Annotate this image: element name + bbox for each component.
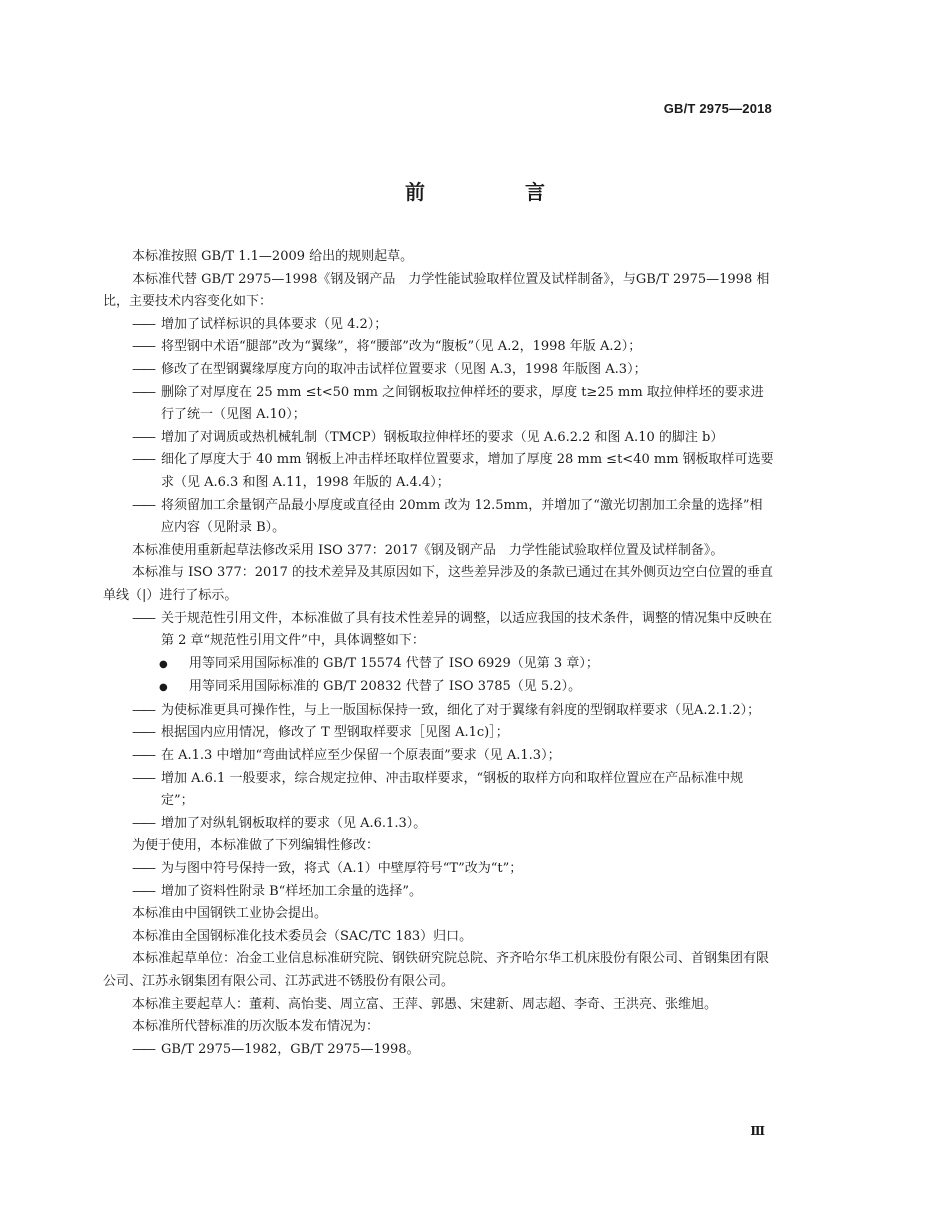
dash-mark: ——: [132, 610, 154, 626]
list-item: [103, 722, 775, 745]
dash-mark: ——: [132, 384, 154, 400]
dash-mark: ——: [132, 429, 154, 445]
bullet-item: [103, 676, 775, 700]
dash-mark: ——: [132, 748, 154, 764]
dash-mark: ——: [132, 361, 154, 377]
dash-mark: ——: [132, 815, 154, 831]
list-item-text: 将型钢中术语“腿部”改为“翼缘”，将“腰部”改为“腹板”（见 A.2，1998 年版 A.2）；: [161, 339, 642, 355]
paragraph: 本标准按照 GB/T 1.1—2009 给出的规则起草。: [132, 249, 414, 264]
list-item: [103, 359, 775, 382]
list-item: [103, 495, 775, 540]
bullet-text: 用等同采用国际标准的 GB/T 15574 代替了 ISO 6929（见第 3 章）；: [189, 655, 599, 671]
bullet-text: 用等同采用国际标准的 GB/T 20832 代替了 ISO 3785（见 5.2）。: [189, 679, 582, 695]
list-item: [103, 858, 775, 881]
list-item: [103, 608, 775, 653]
paragraph: 本标准由全国钢标准化技术委员会（SAC/TC 183）归口。: [132, 928, 473, 944]
list-item: [103, 768, 775, 813]
list-item-text: 将须留加工余量钢产品最小厚度或直径由 20mm 改为 12.5mm，并增加了“激光切割加工余量的选择”相应内容（见附录 B）。: [161, 497, 763, 536]
list-item-text: 增加了资料性附录 B“样坯加工余量的选择”。: [161, 883, 422, 899]
dash-mark: ——: [132, 316, 154, 332]
bullet-icon: ●: [159, 682, 168, 694]
paragraph: 本标准由中国钢铁工业协会提出。: [132, 906, 328, 922]
page-number: Ⅲ: [750, 1124, 765, 1138]
paragraph: 本标准起草单位：冶金工业信息标准研究院、钢铁研究院总院、齐齐哈尔华工机床股份有限公司、首钢集团有限公司、江苏永钢集团有限公司、江苏武进不锈股份有限公司。: [103, 951, 770, 989]
list-item-text: 在 A.1.3 中增加“弯曲试样应至少保留一个原表面”要求（见 A.1.3）；: [161, 748, 561, 764]
list-item-text: 根据国内应用情况，修改了 T 型钢取样要求［见图 A.1c)］；: [161, 725, 509, 741]
dash-mark: ——: [132, 497, 154, 513]
list-item: [103, 813, 775, 836]
list-item: [103, 382, 775, 427]
list-item: [103, 427, 775, 450]
dash-mark: ——: [132, 883, 154, 899]
list-item: [103, 336, 775, 359]
dash-mark: ——: [132, 770, 154, 786]
list-item: [103, 449, 775, 494]
bullet-item: [103, 653, 775, 677]
list-item: [103, 1039, 775, 1062]
list-item-text: 增加了对调质或热机械轧制（TMCP）钢板取拉伸样坯的要求（见 A.6.2.2 和图 A.10 的脚注 b）: [161, 429, 724, 445]
list-item: [103, 700, 775, 723]
list-item-text: 为使标准更具可操作性，与上一版国标保持一致，细化了对于翼缘有斜度的型钢取样要求（见A.2.1.2）；: [161, 702, 761, 718]
dash-mark: ——: [132, 702, 154, 718]
dash-mark: ——: [132, 725, 154, 741]
list-item-text: 为与图中符号保持一致，将式（A.1）中壁厚符号“T”改为“t”；: [161, 861, 523, 877]
paragraph: 本标准主要起草人：董莉、高怡斐、周立富、王萍、郭愚、宋建新、周志超、李奇、王洪亮、张维旭。: [132, 996, 718, 1012]
list-item: [103, 314, 775, 337]
list-item-text: 删除了对厚度在 25 mm ≤t<50 mm 之间钢板取拉伸样坯的要求，厚度 t≥25 mm 取拉伸样坯的要求进行了统一（见图 A.10）；: [161, 384, 764, 423]
page-title: 前 言: [405, 180, 585, 204]
dash-mark: ——: [132, 452, 154, 468]
bullet-icon: ●: [159, 658, 168, 670]
dash-mark: ——: [132, 1041, 154, 1057]
paragraph: 本标准代替 GB/T 2975—1998《钢及钢产品 力学性能试验取样位置及试样制备》，与GB/T 2975—1998 相比，主要技术内容变化如下：: [103, 271, 770, 310]
dash-mark: ——: [132, 861, 154, 877]
list-item-text: 修改了在型钢翼缘厚度方向的取冲击试样位置要求（见图 A.3，1998 年版图 A.3）；: [161, 361, 647, 377]
list-item-text: 增加了对纵轧钢板取样的要求（见 A.6.1.3）。: [161, 815, 427, 831]
list-item: [103, 881, 775, 904]
list-item-text: 增加了试样标识的具体要求（见 4.2）；: [161, 316, 388, 332]
list-item: [103, 745, 775, 768]
list-item-text: 增加 A.6.1 一般要求，综合规定拉伸、冲击取样要求，“钢板的取样方向和取样位置应在产品标准中规定”；: [161, 770, 744, 809]
list-item-text: 关于规范性引用文件，本标准做了具有技术性差异的调整，以适应我国的技术条件，调整的情况集中反映在第 2 章“规范性引用文件”中，具体调整如下：: [161, 610, 773, 649]
list-item-text: 细化了厚度大于 40 mm 钢板上冲击样坯取样位置要求，增加了厚度 28 mm ≤t<40 mm 钢板取样可选要求（见 A.6.3 和图 A.11，1998 年版的 A.4.4）；: [161, 452, 774, 490]
dash-mark: ——: [132, 339, 154, 355]
paragraph: 为便于使用，本标准做了下列编辑性修改：: [132, 838, 380, 854]
paragraph: 本标准与 ISO 377：2017 的技术差异及其原因如下，这些差异涉及的条款已通过在其外侧页边空白位置的垂直单线（|）进行了标示。: [103, 565, 773, 603]
paragraph: 本标准使用重新起草法修改采用 ISO 377：2017《钢及钢产品 力学性能试验取样位置及试样制备》。: [132, 542, 724, 558]
standard-code: GB/T 2975—2018: [663, 101, 772, 116]
paragraph: 本标准所代替标准的历次版本发布情况为：: [132, 1019, 380, 1035]
list-item-text: GB/T 2975—1982，GB/T 2975—1998。: [161, 1041, 420, 1057]
foreword-body: [103, 246, 775, 1061]
